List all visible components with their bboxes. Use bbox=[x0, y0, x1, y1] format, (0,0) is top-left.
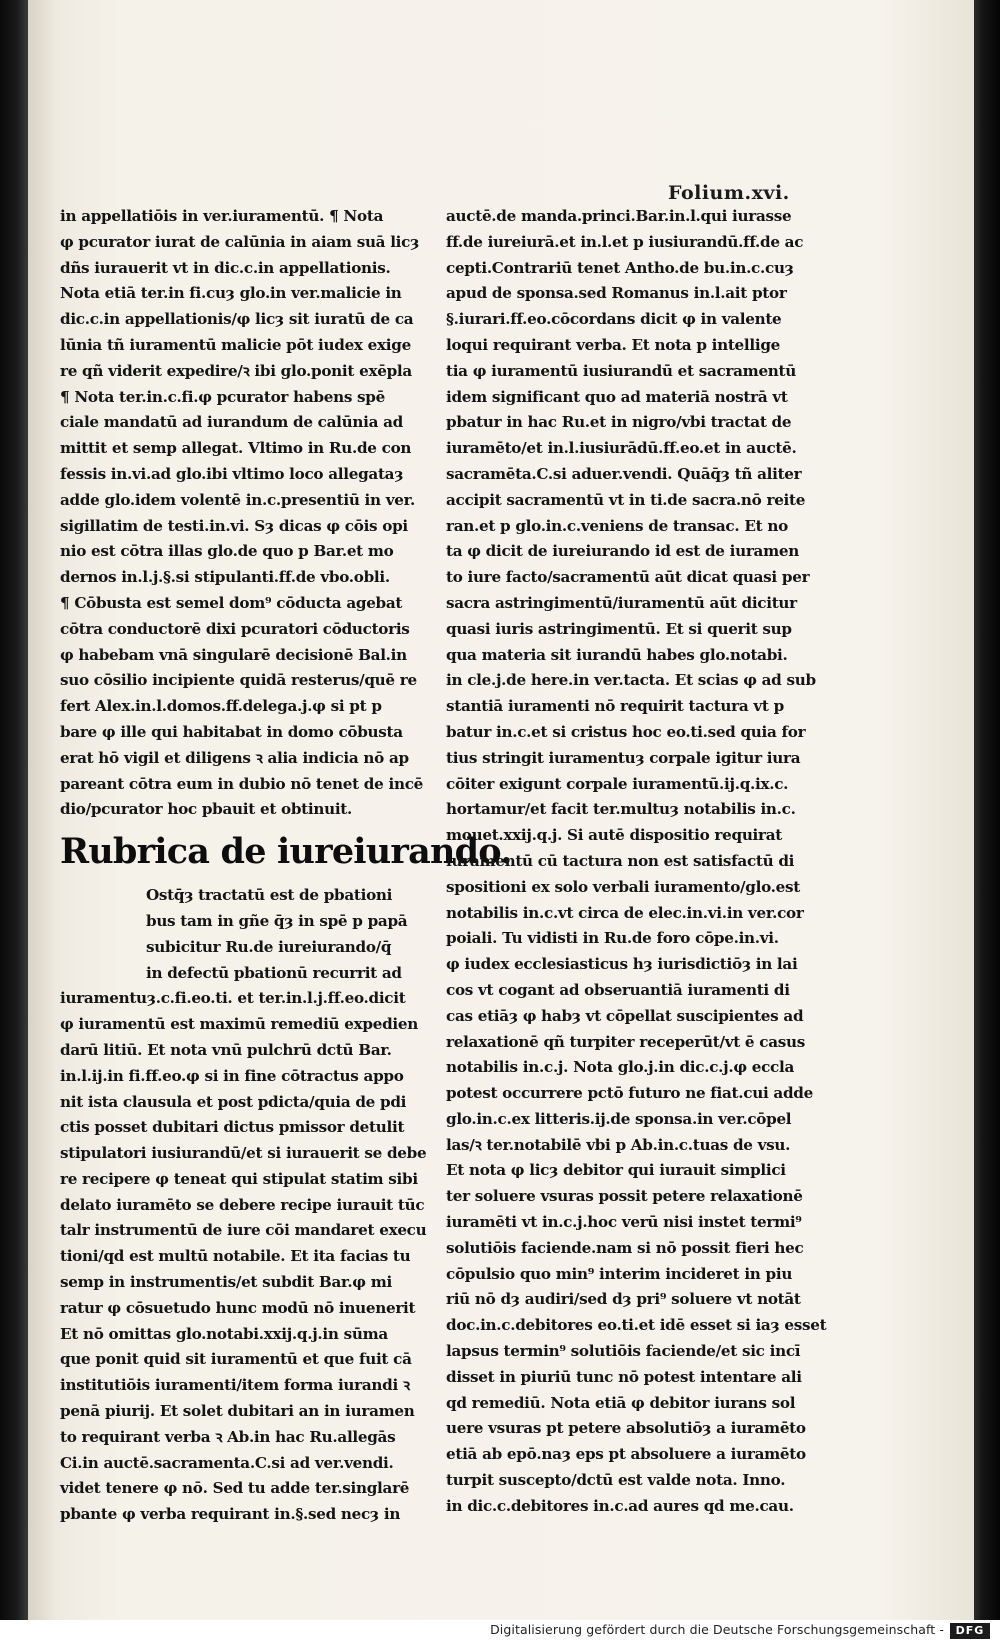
text-line: mittit et semp allegat. Vltimo in Ru.de con bbox=[60, 439, 412, 458]
text-line: sigillatim de testi.in.vi. Sȝ dicas φ cōis opi bbox=[60, 516, 408, 535]
text-line: ta φ dicit de iureiurando id est de iuramen bbox=[446, 542, 799, 561]
text-line: re qñ viderit expedire/ꝛ ibi glo.ponit exēpla bbox=[60, 361, 412, 380]
text-line: uere vsuras pt petere absolutiōȝ a iuramēto bbox=[446, 1419, 806, 1438]
text-line: pareant cōtra eum in dubio nō tenet de incē bbox=[60, 774, 423, 793]
text-line: qua materia sit iurandū habes glo.notabi. bbox=[446, 645, 788, 664]
book-page bbox=[28, 0, 974, 1620]
text-line: accipit sacramentū vt in ti.de sacra.nō reite bbox=[446, 490, 806, 509]
text-line: φ habebam vnā singularē decisionē Bal.in bbox=[60, 645, 407, 664]
text-line: φ iudex ecclesiasticus hȝ iurisdictiōȝ in lai bbox=[446, 955, 798, 974]
text-line: bare φ ille qui habitabat in domo cōbusta bbox=[60, 722, 403, 741]
left-column-lines-after bbox=[60, 986, 427, 1528]
text-line: doc.in.c.debitores eo.ti.et idē esset si iaȝ esset bbox=[446, 1316, 827, 1335]
text-line: in defectū pbationū recurrit ad bbox=[146, 963, 402, 982]
scan-background-right bbox=[974, 0, 1000, 1620]
text-line: sacramēta.C.si aduer.vendi. Quāq̄ȝ tñ aliter bbox=[446, 464, 802, 483]
text-line: ff.de iureiurā.et in.l.et p iusiurandū.ff.de ac bbox=[446, 232, 804, 251]
right-column bbox=[446, 204, 827, 1520]
text-line: ¶ Nota ter.in.c.fi.φ pcurator habens spē bbox=[60, 387, 385, 406]
text-line: stantiā iuramenti nō requirit tactura vt p bbox=[446, 697, 784, 716]
text-line: pbatur in hac Ru.et in nigro/vbi tractat de bbox=[446, 413, 792, 432]
text-line: turpit suscepto/dctū est valde nota. Inno. bbox=[446, 1471, 786, 1490]
text-line: semp in instrumentis/et subdit Bar.φ mi bbox=[60, 1273, 392, 1292]
text-line: notabilis in.c.j. Nota glo.j.in dic.c.j.φ eccla bbox=[446, 1058, 795, 1077]
text-line: ratur φ cōsuetudo hunc modū nō inuenerit bbox=[60, 1298, 416, 1317]
text-line: φ pcurator iurat de calūnia in aiam suā licȝ bbox=[60, 232, 420, 251]
text-line: Nota etiā ter.in fi.cuȝ glo.in ver.malicie in bbox=[60, 284, 402, 303]
left-column-lines-before-rubric bbox=[60, 204, 423, 823]
text-line: spositioni ex solo verbali iuramento/glo.est bbox=[446, 877, 800, 896]
text-line: ciale mandatū ad iurandum de calūnia ad bbox=[60, 413, 403, 432]
text-line: batur in.c.et si cristus hoc eo.ti.sed quia for bbox=[446, 722, 806, 741]
text-line: notabilis in.c.vt circa de elec.in.vi.in ver.cor bbox=[446, 903, 804, 922]
text-line: lūnia tñ iuramentū malicie pōt iudex exige bbox=[60, 335, 411, 354]
text-line: nit ista clausula et post pdicta/quia de pdi bbox=[60, 1092, 407, 1111]
text-line: iuramēto/et in.l.iusiurādū.ff.eo.et in auctē. bbox=[446, 439, 797, 458]
text-line: dñs iurauerit vt in dic.c.in appellationis. bbox=[60, 258, 391, 277]
text-line: tia φ iuramentū iusiurandū et sacramentū bbox=[446, 361, 797, 380]
text-line: las/ꝛ ter.notabilē vbi p Ab.in.c.tuas de vsu. bbox=[446, 1135, 791, 1154]
text-line: Et nota φ licȝ debitor qui iurauit simplici bbox=[446, 1161, 786, 1180]
text-line: cōiter exigunt corpale iuramentū.ij.q.ix.c. bbox=[446, 774, 789, 793]
text-line: re recipere φ teneat qui stipulat statim sibi bbox=[60, 1169, 418, 1188]
text-line: cōtra conductorē dixi pcuratori cōductoris bbox=[60, 619, 410, 638]
text-line: Ostq̄ȝ tractatū est de pbationi bbox=[146, 886, 393, 905]
text-line: in.l.ij.in fi.ff.eo.φ si in fine cōtractus appo bbox=[60, 1066, 404, 1085]
right-column-lines bbox=[446, 204, 827, 1520]
text-line: penā piurij. Et solet dubitari an in iuramen bbox=[60, 1402, 415, 1421]
text-line: auctē.de manda.princi.Bar.in.l.qui iurasse bbox=[446, 207, 792, 225]
text-line: erat hō vigil et diligens ꝛ alia indicia nō ap bbox=[60, 748, 409, 767]
text-line: ¶ Cōbusta est semel dom⁹ cōducta agebat bbox=[60, 593, 403, 612]
text-line: Et nō omittas glo.notabi.xxij.q.j.in sūma bbox=[60, 1324, 388, 1343]
text-line: φ iuramentū est maximū remediū expedien bbox=[60, 1015, 418, 1034]
text-line: disset in piuriū tunc nō potest intentare ali bbox=[446, 1367, 802, 1386]
text-line: in appellatiōis in ver.iuramentū. ¶ Nota bbox=[60, 207, 384, 225]
text-line: idem significant quo ad materiā nostrā vt bbox=[446, 387, 788, 406]
text-line: solutiōis faciende.nam si nō possit fieri hec bbox=[446, 1238, 804, 1257]
text-line: talr instrumentū de iure cōi mandaret execu bbox=[60, 1221, 427, 1240]
text-line: in cle.j.de here.in ver.tacta. Et scias φ ad sub bbox=[446, 671, 816, 690]
text-line: nio est cōtra illas glo.de quo p Bar.et mo bbox=[60, 542, 394, 561]
text-line: dernos in.l.j.§.si stipulanti.ff.de vbo.obli. bbox=[60, 568, 390, 587]
text-line: tioni/qd est multū notabile. Et ita facias tu bbox=[60, 1247, 411, 1266]
text-line: dic.c.in appellationis/φ licȝ sit iuratū de ca bbox=[60, 310, 414, 329]
funding-notice: Digitalisierung gefördert durch die Deutsche Forschungsgemeinschaft - bbox=[490, 1622, 944, 1637]
scan-background-left bbox=[0, 0, 28, 1644]
text-line: dio/pcurator hoc pbauit et obtinuit. bbox=[60, 800, 353, 819]
text-line: poiali. Tu vidisti in Ru.de foro cōpe.in.vi. bbox=[446, 929, 779, 948]
text-line: lapsus termin⁹ solutiōis faciende/et sic incī bbox=[446, 1342, 801, 1361]
footer-bar bbox=[0, 1620, 1000, 1644]
left-column bbox=[60, 204, 512, 1528]
text-line: to requirant verba ꝛ Ab.in hac Ru.allegās bbox=[60, 1427, 396, 1446]
text-line: Ci.in auctē.sacramenta.C.si ad ver.vendi. bbox=[60, 1453, 394, 1472]
text-line: suo cōsilio incipiente quidā resterus/quē re bbox=[60, 671, 417, 690]
text-line: fessis in.vi.ad glo.ibi vltimo loco allegataȝ bbox=[60, 464, 404, 483]
foliation-header: Folium.xvi. bbox=[668, 182, 790, 204]
text-line: que ponit quid sit iuramentū et que fuit cā bbox=[60, 1350, 412, 1369]
text-line: in dic.c.debitores in.c.ad aures qd me.cau. bbox=[446, 1496, 794, 1515]
text-line: delato iuramēto se debere recipe iurauit tūc bbox=[60, 1195, 425, 1214]
text-line: apud de sponsa.sed Romanus in.l.ait ptor bbox=[446, 284, 787, 303]
text-line: subicitur Ru.de iureiurando/q̄ bbox=[146, 937, 392, 956]
text-line: mouet.xxij.q.j. Si autē dispositio requirat bbox=[446, 826, 782, 845]
text-line: hortamur/et facit ter.multuȝ notabilis in.c. bbox=[446, 800, 796, 819]
text-line: relaxationē qñ turpiter receperūt/vt ē casus bbox=[446, 1032, 806, 1051]
text-line: quasi iuris astringimentū. Et si querit sup bbox=[446, 619, 792, 638]
text-line: riū nō dȝ audiri/sed dȝ pri⁹ soluere vt notāt bbox=[446, 1290, 801, 1309]
text-line: glo.in.c.ex litteris.ij.de sponsa.in ver.cōpel bbox=[446, 1109, 792, 1128]
left-column-indented-lines bbox=[60, 883, 418, 986]
text-line: qd remediū. Nota etiā φ debitor iurans sol bbox=[446, 1393, 796, 1412]
text-line: tius stringit iuramentuȝ corpale igitur iura bbox=[446, 748, 801, 767]
text-line: cōpulsio quo min⁹ interim incideret in piu bbox=[446, 1264, 793, 1283]
text-line: iuramentū cū tactura non est satisfactū di bbox=[446, 851, 795, 870]
text-line: §.iurari.ff.eo.cōcordans dicit φ in valente bbox=[446, 310, 782, 329]
text-line: iuramentuȝ.c.fi.eo.ti. et ter.in.l.j.ff.eo.dicit bbox=[60, 989, 406, 1008]
text-line: loqui requirant verba. Et nota p intellige bbox=[446, 335, 781, 354]
text-line: institutiōis iuramenti/item forma iurandi ꝛ bbox=[60, 1376, 410, 1395]
text-line: stipulatori iusiurandū/et si iurauerit se debe bbox=[60, 1144, 427, 1163]
dfg-logo: DFG bbox=[950, 1623, 990, 1639]
text-line: ran.et p glo.in.c.veniens de transac. Et no bbox=[446, 516, 788, 535]
text-line: cas etiāȝ φ habȝ vt cōpellat suscipientes ad bbox=[446, 1006, 804, 1025]
text-line: fert Alex.in.l.domos.ff.delega.j.φ si pt p bbox=[60, 697, 382, 716]
text-line: pbante φ verba requirant in.§.sed necȝ in bbox=[60, 1505, 401, 1524]
text-line: potest occurrere pctō futuro ne fiat.cui adde bbox=[446, 1084, 813, 1103]
text-line: adde glo.idem volentē in.c.presentiū in ver. bbox=[60, 490, 415, 509]
text-line: bus tam in gñe q̄ȝ in spē p papā bbox=[146, 911, 408, 930]
text-line: ctis posset dubitari dictus pmissor detulit bbox=[60, 1118, 405, 1137]
text-line: cos vt cogant ad obseruantiā iuramenti di bbox=[446, 980, 790, 999]
text-line: cepti.Contrariū tenet Antho.de bu.in.c.cuȝ bbox=[446, 258, 794, 277]
text-line: etiā ab epō.naȝ eps pt absoluere a iuramēto bbox=[446, 1445, 806, 1464]
text-line: ter soluere vsuras possit petere relaxationē bbox=[446, 1187, 803, 1206]
text-line: videt tenere φ nō. Sed tu adde ter.singlarē bbox=[60, 1479, 410, 1498]
rubric-heading: Rubrica de iureiurando. bbox=[60, 831, 512, 873]
text-line: to iure facto/sacramentū aūt dicat quasi per bbox=[446, 568, 810, 587]
text-line: iuramēti vt in.c.j.hoc verū nisi instet termi⁹ bbox=[446, 1213, 802, 1232]
text-line: darū litiū. Et nota vnū pulchrū dctū Bar. bbox=[60, 1040, 392, 1059]
text-line: sacra astringimentū/iuramentū aūt dicitur bbox=[446, 593, 797, 612]
